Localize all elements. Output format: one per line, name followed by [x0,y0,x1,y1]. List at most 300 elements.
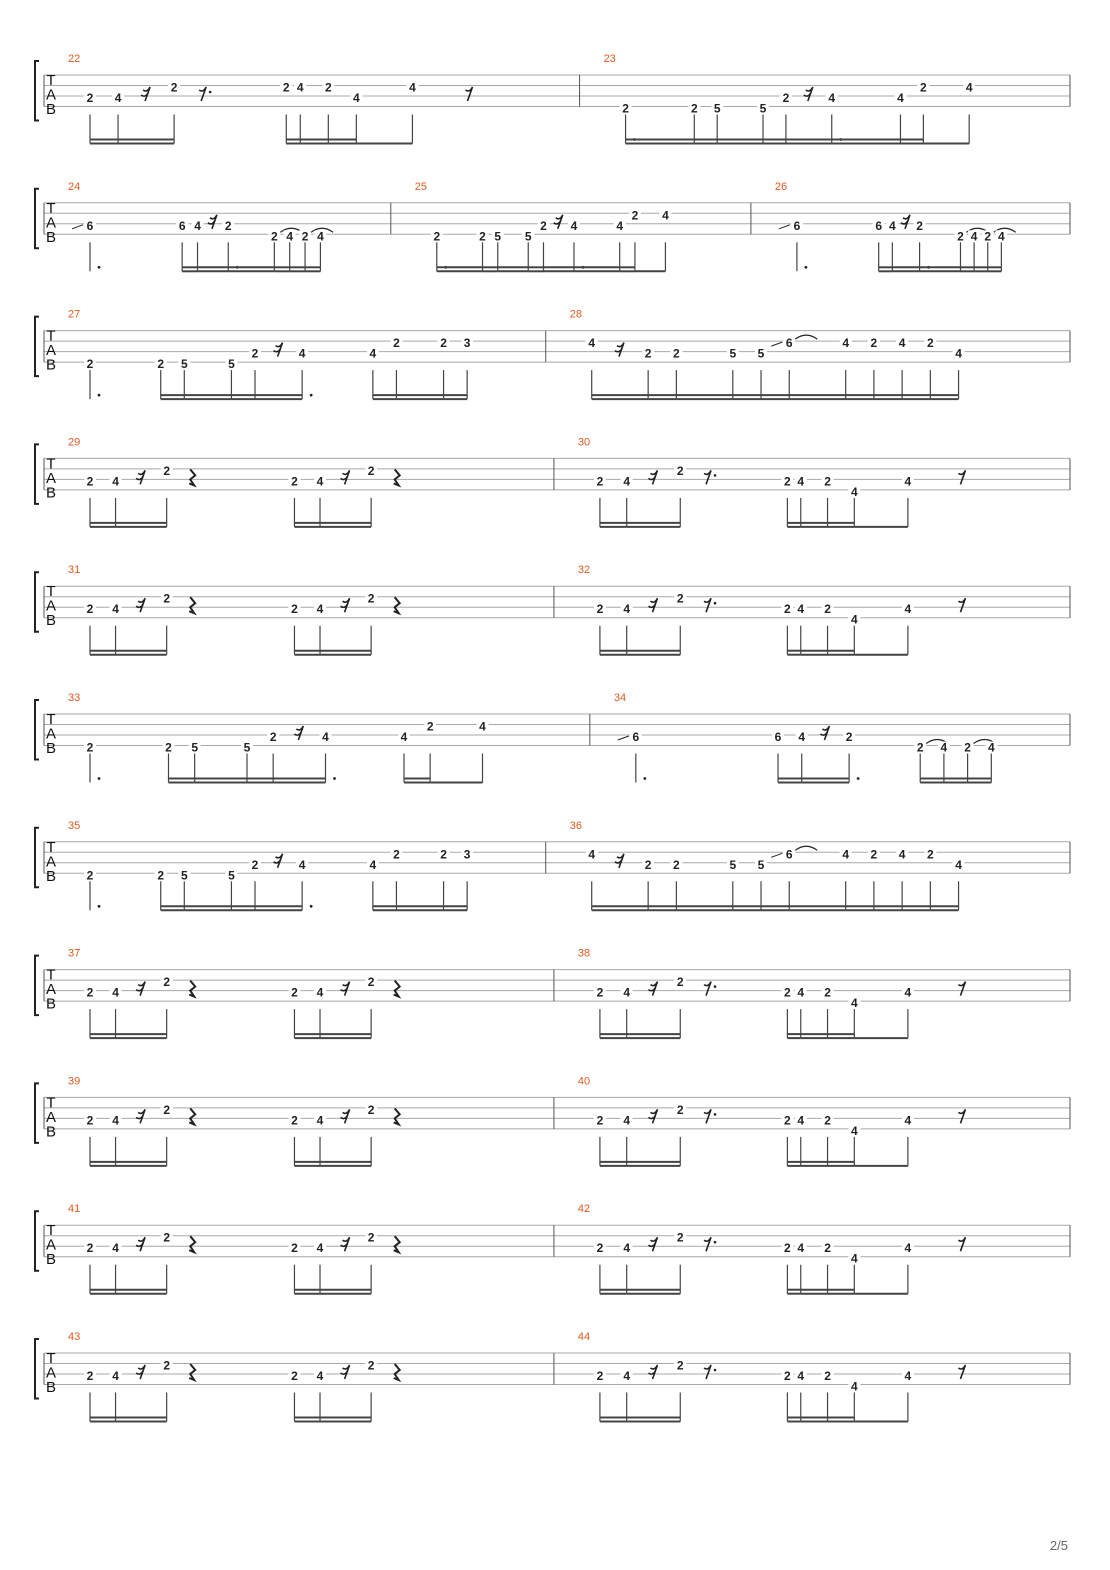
fret-number: 2 [784,1113,791,1128]
system-bracket [35,700,39,760]
eighth-rest [465,87,472,101]
fret-number: 4 [850,484,858,499]
fret-number: 2 [269,730,277,744]
tab-clef-letter: A [45,597,57,615]
fret-number: 4 [114,91,122,105]
fret-number: 4 [623,1369,631,1383]
fret-number: 2 [86,1241,94,1256]
fret-number: 4 [850,1123,858,1138]
fret-number: 2 [926,336,934,351]
fret-number: 2 [163,975,171,990]
fret-number: 2 [824,1241,831,1256]
fret-number: 4 [662,208,669,223]
fret-number: 4 [888,218,896,233]
tab-clef-letter: B [45,1251,57,1269]
fret-number: 4 [570,218,578,233]
fret-number: 4 [850,1251,858,1266]
measure-number: 22 [68,53,81,65]
tab-clef-letter: T [46,711,56,728]
tab-clef-letter: T [46,1350,56,1367]
fret-number: 2 [433,229,441,244]
fret-number: 4 [998,229,1005,244]
fret-number: 2 [920,80,927,95]
fret-number: 4 [316,474,324,489]
fret-number: 2 [86,740,94,755]
fret-number: 6 [632,730,640,744]
fret-number: 2 [824,985,831,1000]
eighth-rest [704,982,711,996]
fret-number: 2 [393,336,400,351]
measure-number: 27 [68,308,81,321]
system-bracket [35,317,39,377]
fret-number: 4 [286,229,294,244]
fret-number: 2 [251,346,259,361]
eighth-rest [958,1365,965,1379]
tab-clef-letter: A [45,214,57,232]
fret-number: 4 [623,602,631,617]
quarter-rest [394,597,400,613]
quarter-rest [189,1364,195,1380]
measure-number: 39 [68,1075,81,1088]
fret-number: 2 [157,357,165,372]
duration-dot [643,777,646,780]
fret-number: 4 [623,1241,631,1256]
fret-number: 2 [86,985,94,1000]
fret-number: 2 [291,474,298,489]
rest-dot [714,474,717,477]
fret-number: 4 [797,602,805,617]
fret-number: 2 [270,229,278,244]
fret-number: 2 [393,847,400,862]
rest-dot [714,602,717,605]
quarter-rest [394,981,400,997]
fret-number: 2 [622,101,629,116]
duration-dot [98,905,101,908]
quarter-rest [394,469,400,485]
rest-dot [209,91,212,94]
measure-number: 42 [577,1203,591,1216]
measure-number: 44 [577,1331,591,1343]
fret-number: 6 [86,218,94,233]
fret-number: 4 [353,91,360,105]
measure-number: 38 [577,947,591,960]
fret-number: 4 [588,336,596,351]
eighth-rest [958,1237,965,1251]
fret-number: 4 [623,985,631,1000]
fret-number: 2 [251,857,259,872]
fret-number: 5 [524,229,532,244]
tab-clef-letter: A [45,86,57,104]
system-bracket [35,61,39,121]
quarter-rest [189,1236,195,1252]
fret-number: 5 [494,229,502,244]
fret-number: 2 [845,730,853,744]
fret-number: 5 [228,868,235,883]
eighth-rest [958,982,965,996]
fret-number: 2 [926,847,934,862]
fret-number: 2 [870,336,878,351]
fret-number: 4 [298,857,306,872]
fret-number: 4 [850,996,858,1011]
fret-number: 4 [797,985,805,1000]
measure-number: 31 [68,564,81,577]
fret-number: 4 [623,474,631,489]
fret-number: 4 [112,1369,119,1383]
fret-number: 2 [676,463,684,478]
quarter-rest [394,1236,400,1252]
fret-number: 2 [644,346,652,361]
fret-number: 2 [224,218,232,233]
fret-number: 2 [984,229,992,244]
fret-number: 2 [673,857,680,872]
system-bracket [35,956,39,1016]
fret-number: 4 [316,985,324,1000]
rest-dot [714,985,717,988]
fret-number: 2 [596,985,604,1000]
quarter-rest [394,1364,400,1380]
tab-clef-letter: B [45,101,57,118]
eighth-rest [704,470,711,484]
fret-number: 6 [774,730,782,744]
measure-number: 33 [68,692,81,704]
slide-line [72,225,83,229]
tab-clef-letter: B [45,484,57,502]
slide-line [771,853,782,857]
duration-dot [333,777,336,780]
fret-number: 4 [955,346,962,361]
duration-dot [310,394,313,397]
measure-number: 28 [569,308,582,321]
fret-number: 2 [784,1241,791,1256]
duration-dot [98,266,101,269]
fret-number: 2 [824,1113,831,1128]
eighth-rest [704,598,711,612]
duration-dot [98,394,101,397]
fret-number: 4 [987,740,995,755]
tab-clef-letter: A [45,342,57,360]
fret-number: 2 [690,101,698,116]
measure-number: 37 [68,947,81,960]
fret-number: 2 [673,346,680,361]
fret-number: 4 [369,857,377,872]
fret-number: 2 [596,602,604,617]
fret-number: 5 [729,346,737,361]
tab-clef-letter: B [45,356,57,374]
fret-number: 5 [757,346,765,361]
fret-number: 2 [596,1113,604,1128]
fret-number: 5 [191,740,199,755]
fret-number: 2 [782,91,790,105]
tab-clef-letter: B [45,995,57,1013]
fret-number: 6 [785,336,793,351]
fret-number: 2 [644,857,652,872]
eighth-rest [958,1109,965,1123]
fret-number: 5 [228,357,235,372]
rest-dot [714,1369,717,1372]
tab-clef-letter: T [46,1222,56,1240]
fret-number: 6 [793,218,801,233]
fret-number: 4 [850,612,858,627]
eighth-rest [704,1237,711,1251]
fret-number: 4 [316,1369,324,1383]
fret-number: 4 [842,336,850,351]
fret-number: 2 [824,474,831,489]
fret-number: 4 [904,474,912,489]
fret-number: 2 [367,1358,375,1373]
tab-clef-letter: T [46,327,56,345]
fret-number: 2 [86,1369,94,1383]
fret-number: 2 [163,1358,171,1373]
page-number: 2/5 [1049,1538,1068,1553]
fret-number: 2 [440,847,447,862]
fret-number: 4 [112,474,119,489]
tab-clef-letter: A [45,725,57,743]
rest-dot [714,1113,717,1116]
measure-number: 30 [577,436,591,449]
fret-number: 5 [180,868,188,883]
fret-number: 4 [112,1113,119,1128]
fret-number: 2 [163,591,171,606]
eighth-rest [704,1109,711,1123]
eighth-rest [958,470,965,484]
fret-number: 2 [784,474,791,489]
tab-clef-letter: T [46,838,56,856]
system-bracket [35,828,39,888]
fret-number: 3 [463,336,471,351]
fret-number: 4 [797,1241,805,1256]
fret-number: 2 [540,218,547,233]
fret-number: 5 [759,101,767,116]
fret-number: 4 [965,80,973,95]
tab-clef-letter: B [45,867,57,885]
fret-number: 6 [178,218,186,233]
rest-dot [714,1241,717,1244]
fret-number: 5 [180,357,188,372]
fret-number: 4 [400,730,408,744]
fret-number: 2 [367,975,375,990]
fret-number: 2 [367,1102,375,1117]
fret-number: 2 [86,602,94,617]
duration-dot [857,777,860,780]
eighth-rest [199,87,206,101]
fret-number: 2 [784,602,791,617]
fret-number: 2 [163,1230,171,1245]
tab-clef-letter: T [46,1094,56,1112]
tie-arc [795,846,817,850]
fret-number: 2 [291,1113,298,1128]
system-bracket [35,1339,39,1399]
tab-clef-letter: A [45,1364,57,1382]
measure-number: 26 [774,180,788,193]
fret-number: 4 [296,80,304,95]
quarter-rest [394,1108,400,1124]
fret-number: 2 [676,1102,684,1117]
fret-number: 4 [904,1113,912,1128]
system-bracket [35,1083,39,1143]
fret-number: 2 [440,336,447,351]
fret-number: 4 [940,740,948,755]
fret-number: 2 [824,1369,831,1383]
fret-number: 2 [367,591,375,606]
fret-number: 2 [324,80,332,95]
fret-number: 4 [850,1379,858,1394]
fret-number: 2 [916,218,923,233]
fret-number: 4 [955,857,962,872]
fret-number: 2 [291,602,298,617]
quarter-rest [189,469,195,485]
fret-number: 6 [785,847,793,862]
eighth-rest [958,598,965,612]
fret-number: 4 [904,1369,912,1383]
fret-number: 4 [828,91,836,105]
quarter-rest [189,597,195,613]
fret-number: 4 [369,346,377,361]
fret-number: 4 [898,847,906,862]
slide-line [618,736,629,740]
tab-clef-letter: B [45,612,57,630]
fret-number: 4 [322,730,329,744]
fret-number: 2 [86,357,94,372]
fret-number: 4 [409,80,416,95]
fret-number: 2 [964,740,971,755]
fret-number: 2 [163,1102,171,1117]
fret-number: 5 [757,857,765,872]
tab-clef-letter: A [45,853,57,871]
fret-number: 4 [479,719,486,734]
duration-dot [98,777,101,780]
fret-number: 4 [797,474,805,489]
system-bracket [35,572,39,632]
fret-number: 4 [904,985,912,1000]
tab-clef-letter: T [46,199,56,217]
fret-number: 4 [616,218,624,233]
fret-number: 2 [916,740,924,755]
tab-clef-letter: B [45,228,57,246]
measure-number: 35 [68,819,81,832]
fret-number: 4 [798,730,806,744]
fret-number: 4 [316,602,324,617]
fret-number: 2 [367,1230,375,1245]
fret-number: 4 [194,218,201,233]
system-bracket [35,189,39,249]
fret-number: 5 [713,101,721,116]
fret-number: 2 [165,740,172,755]
fret-number: 2 [631,208,639,223]
tab-clef-letter: T [46,455,56,473]
fret-number: 3 [463,847,471,862]
fret-number: 4 [112,985,119,1000]
tab-clef-letter: A [45,1236,57,1254]
fret-number: 4 [970,229,978,244]
fret-number: 4 [298,346,306,361]
duration-dot [805,266,808,269]
fret-number: 4 [797,1369,805,1383]
fret-number: 2 [291,1369,298,1383]
tab-clef-letter: T [46,966,56,984]
quarter-rest [189,1108,195,1124]
fret-number: 2 [824,602,831,617]
fret-number: 2 [596,1241,604,1256]
tab-clef-letter: A [45,981,57,999]
fret-number: 2 [86,1113,94,1128]
measure-number: 24 [68,180,81,193]
fret-number: 2 [86,474,94,489]
fret-number: 2 [86,91,94,105]
fret-number: 4 [797,1113,805,1128]
measure-number: 36 [569,819,582,832]
tab-clef-letter: T [46,583,56,601]
fret-number: 2 [784,1369,791,1383]
fret-number: 4 [897,91,904,105]
tab-clef-letter: B [45,740,57,757]
fret-number: 2 [596,1369,604,1383]
fret-number: 4 [623,1113,631,1128]
fret-number: 2 [957,229,964,244]
measure-number: 29 [68,436,81,449]
slide-line [771,342,782,346]
fret-number: 2 [596,474,604,489]
fret-number: 2 [784,985,791,1000]
fret-number: 4 [112,1241,119,1256]
tab-clef-letter: A [45,1108,57,1126]
tab-clef-letter: B [45,1123,57,1141]
eighth-rest [704,1365,711,1379]
fret-number: 2 [676,1358,684,1373]
fret-number: 2 [870,847,878,862]
measure-number: 23 [603,53,616,65]
fret-number: 4 [904,602,912,617]
fret-number: 4 [842,847,850,862]
fret-number: 2 [282,80,290,95]
fret-number: 2 [163,463,171,478]
system-bracket [35,444,39,504]
measure-number: 25 [414,180,428,193]
measure-number: 41 [68,1203,81,1216]
tab-clef-letter: B [45,1379,57,1396]
fret-number: 2 [170,80,178,95]
fret-number: 4 [316,1241,324,1256]
fret-number: 5 [243,740,251,755]
fret-number: 4 [317,229,324,244]
fret-number: 4 [898,336,906,351]
measure-number: 43 [68,1331,81,1343]
fret-number: 2 [676,975,684,990]
fret-number: 2 [86,868,94,883]
tab-clef-letter: T [46,72,56,89]
measure-number: 40 [577,1075,591,1088]
tab-clef-letter: A [45,469,57,487]
fret-number: 4 [316,1113,324,1128]
duration-dot [310,905,313,908]
fret-number: 2 [426,719,434,734]
system-bracket [35,1211,39,1271]
fret-number: 4 [112,602,119,617]
fret-number: 2 [367,463,375,478]
fret-number: 2 [291,1241,298,1256]
fret-number: 2 [479,229,486,244]
fret-number: 2 [157,868,165,883]
measure-number: 34 [613,692,627,704]
fret-number: 6 [875,218,883,233]
fret-number: 2 [301,229,309,244]
measure-number: 32 [577,564,591,577]
fret-number: 4 [904,1241,912,1256]
quarter-rest [189,981,195,997]
fret-number: 2 [676,1230,684,1245]
fret-number: 2 [676,591,684,606]
slide-line [779,225,790,229]
fret-number: 2 [291,985,298,1000]
